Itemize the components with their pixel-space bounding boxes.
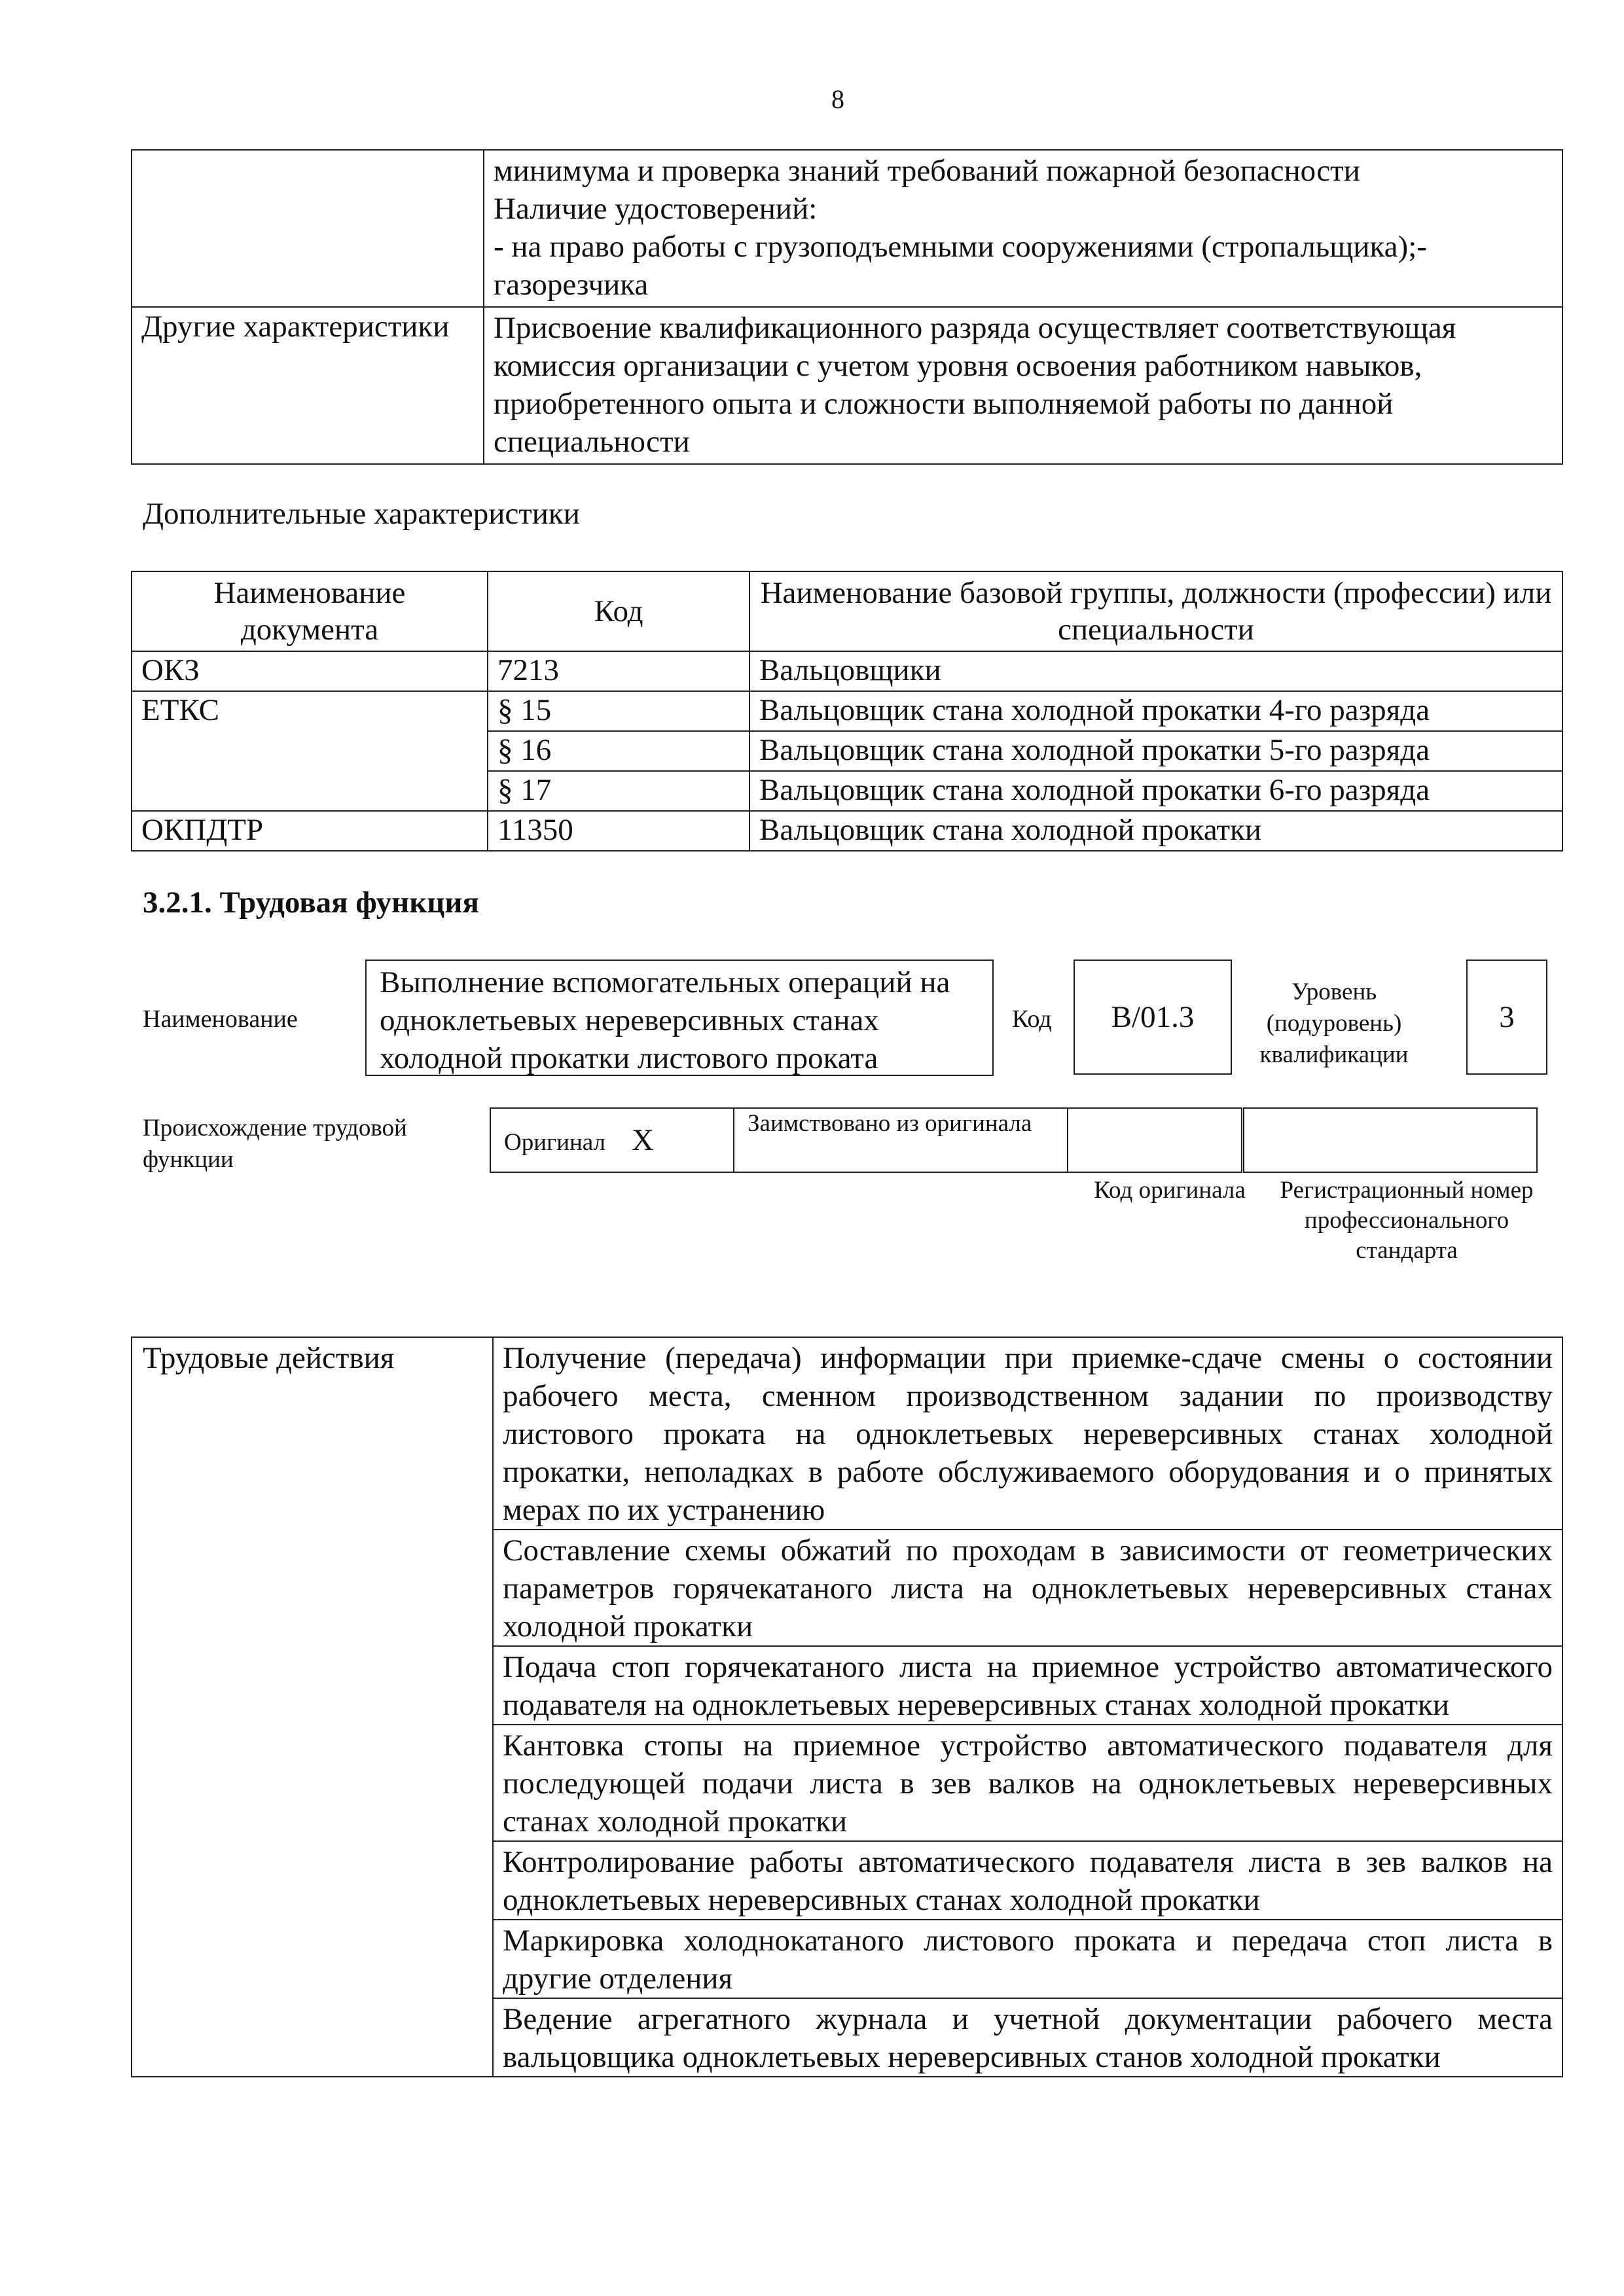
code-cell: 11350 <box>488 811 749 851</box>
function-code-box: B/01.3 <box>1074 960 1232 1075</box>
table-row <box>132 691 1562 731</box>
table-row <box>132 1337 1562 1530</box>
requirements-line: Наличие удостоверений: <box>494 192 818 226</box>
doc-cell <box>132 731 488 771</box>
doc-cell: ОКЗ <box>132 651 488 691</box>
page-number: 8 <box>831 84 844 114</box>
function-heading: 3.2.1. Трудовая функция <box>143 886 479 920</box>
table-row <box>132 811 1562 851</box>
labor-action-item: Маркировка холоднокатаного листового проката и передача стоп листа в другие отделения <box>493 1920 1562 1998</box>
original-code-caption: Код оригинала <box>1094 1177 1246 1204</box>
table-row <box>132 731 1562 771</box>
original-mark: X <box>632 1123 654 1157</box>
origin-table <box>490 1107 1538 1173</box>
other-characteristics-text: Присвоение квалификационного разряда осуществляет соответствующая комиссия организации с учетом уровня освоения работником навыков, приобретенного опыта и сложности выполняемой работы по данной специальности <box>484 307 1562 464</box>
code-cell: 7213 <box>488 651 749 691</box>
reg-number-caption: Регистрационный номер профессионального стандарта <box>1280 1177 1534 1264</box>
empty-label-cell <box>132 150 484 307</box>
labor-actions-table <box>131 1336 1563 2077</box>
qualification-level-box: 3 <box>1466 960 1547 1075</box>
function-name-label: Наименование <box>143 1005 298 1033</box>
table-row <box>490 1108 1537 1172</box>
original-cell <box>490 1108 734 1172</box>
extra-characteristics-table <box>131 571 1563 852</box>
table-row <box>132 771 1562 811</box>
reg-number-cell <box>1244 1108 1537 1172</box>
table-row <box>132 651 1562 691</box>
labor-action-item: Ведение агрегатного журнала и учетной документации рабочего места вальцовщика одноклетьевых нереверсивных станов холодной прокатки <box>493 1998 1562 2077</box>
table-row <box>132 307 1562 464</box>
labor-action-item: Кантовка стопы на приемное устройство автоматического подавателя для последующей подачи листа в зев валков на одноклетьевых нереверсивных станах холодной прокатки <box>493 1725 1562 1841</box>
name-cell: Вальцовщик стана холодной прокатки 4-го разряда <box>749 691 1562 731</box>
column-header-document: Наименование документа <box>132 571 488 651</box>
column-header-code: Код <box>488 571 749 651</box>
requirements-line: - на право работы с грузоподъемными сооружениями (стропальщика);- <box>494 230 1427 264</box>
original-label: Оригинал <box>504 1129 606 1156</box>
requirements-line: минимума и проверка знаний требований пожарной безопасности <box>494 154 1360 188</box>
borrowed-label: Заимствовано из оригинала <box>748 1110 1032 1137</box>
labor-action-item: Подача стоп горячекатаного листа на приемное устройство автоматического подавателя на одноклетьевых нереверсивных станах холодной прокатки <box>493 1646 1562 1725</box>
function-code-label: Код <box>1012 1005 1052 1033</box>
labor-action-item: Контролирование работы автоматического подавателя листа в зев валков на одноклетьевых нереверсивных станах холодной прокатки <box>493 1841 1562 1920</box>
origin-label: Происхождение трудовой функции <box>143 1115 407 1173</box>
doc-cell: ЕТКС <box>132 691 488 731</box>
other-characteristics-label: Другие характеристики <box>132 307 484 464</box>
function-name-box: Выполнение вспомогательных операций на одноклетьевых нереверсивных станах холодной прокатки листового проката <box>365 960 994 1076</box>
column-header-name: Наименование базовой группы, должности (профессии) или специальности <box>749 571 1562 651</box>
code-cell: § 17 <box>488 771 749 811</box>
extra-characteristics-heading: Дополнительные характеристики <box>143 497 580 531</box>
code-cell: § 15 <box>488 691 749 731</box>
table-header-row <box>132 571 1562 651</box>
requirements-cell <box>484 150 1562 307</box>
requirements-line: газорезчика <box>494 268 649 302</box>
qualification-level-label: Уровень (подуровень) квалификации <box>1259 978 1409 1068</box>
table-row <box>132 150 1562 307</box>
name-cell: Вальцовщик стана холодной прокатки 5-го разряда <box>749 731 1562 771</box>
doc-cell <box>132 771 488 811</box>
name-cell: Вальцовщик стана холодной прокатки <box>749 811 1562 851</box>
labor-action-item: Получение (передача) информации при приемке-сдаче смены о состоянии рабочего места, сменном производственном задании по производству листового проката на одноклетьевых нереверсивных станах холодной прокатки, неполадках в работе обслуживаемого оборудования и о принятых мерах по их устранению <box>493 1337 1562 1530</box>
code-cell: § 16 <box>488 731 749 771</box>
qualification-requirements-table <box>131 149 1563 465</box>
borrowed-cell <box>734 1108 1068 1172</box>
labor-actions-label: Трудовые действия <box>132 1337 493 2077</box>
name-cell: Вальцовщик стана холодной прокатки 6-го разряда <box>749 771 1562 811</box>
original-code-cell <box>1068 1108 1242 1172</box>
doc-cell: ОКПДТР <box>132 811 488 851</box>
labor-action-item: Составление схемы обжатий по проходам в зависимости от геометрических параметров горячекатаного листа на одноклетьевых нереверсивных станах холодной прокатки <box>493 1530 1562 1646</box>
name-cell: Вальцовщики <box>749 651 1562 691</box>
